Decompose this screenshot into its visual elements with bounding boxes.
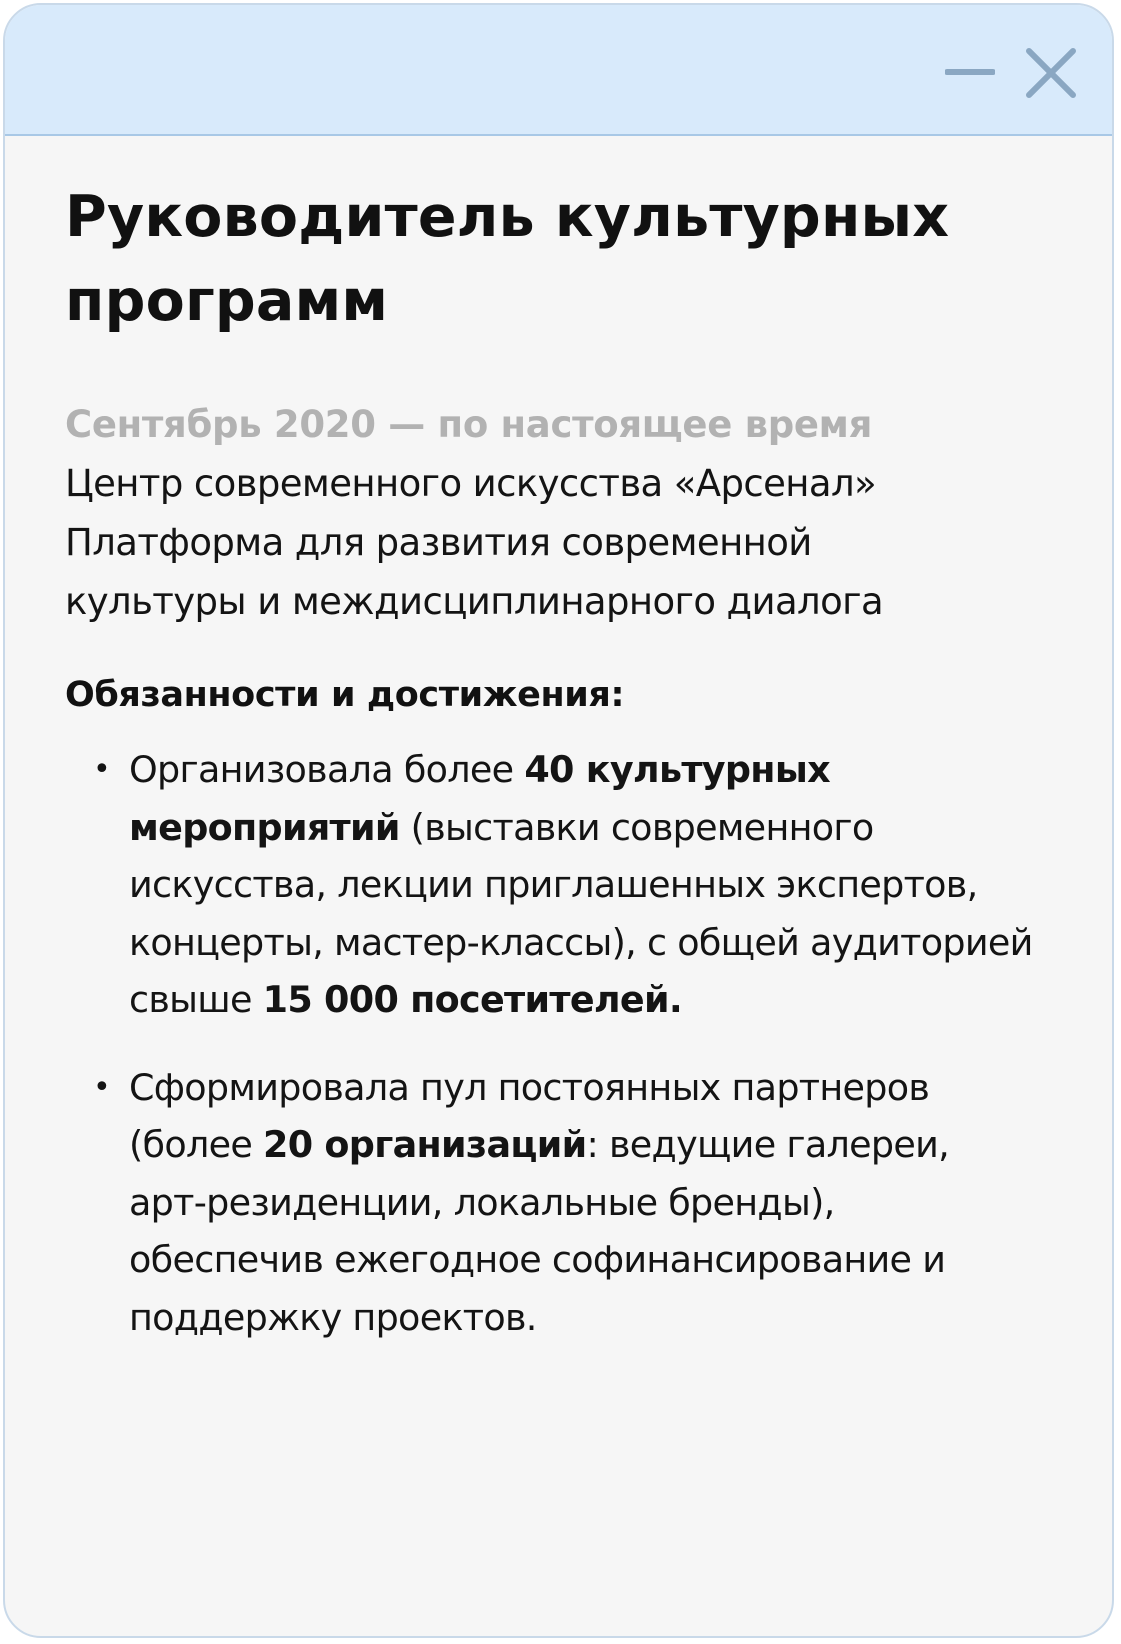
dialog-window <box>3 3 1114 1638</box>
minimize-icon <box>945 57 995 87</box>
bullet-icon: • <box>93 752 110 787</box>
close-button[interactable] <box>1023 45 1079 101</box>
bullet-highlight: 20 организаций <box>263 1123 587 1166</box>
job-period: Сентябрь 2020 — по настоящее время <box>65 403 873 446</box>
company-description: Платформа для развития современной культуры и междисциплинарного диалога <box>65 521 884 623</box>
bullet-text: (выставки современного искусства, лекции приглашенных экспертов, концерты, мастер-классы), с общей аудиторией свыше <box>129 805 1033 1021</box>
responsibilities-list <box>65 741 1095 1346</box>
bullet-text: Организовала более <box>129 748 525 791</box>
close-icon <box>1023 45 1079 101</box>
window-titlebar <box>5 5 1112 136</box>
job-entry <box>65 175 1095 1376</box>
list-item <box>65 741 1059 1029</box>
job-title <box>65 175 1095 343</box>
bullet-text: : ведущие галереи, арт-резиденции, локальные бренды), обеспечив ежегодное софинансирование и поддержку проектов. <box>129 1123 950 1339</box>
list-item <box>65 1059 1029 1347</box>
bullet-text: Сформировала пул постоянных партнеров (более <box>129 1065 930 1166</box>
bullet-icon: • <box>93 1069 110 1105</box>
job-title-line2: программ <box>65 268 389 334</box>
bullet-highlight: 40 культурных мероприятий <box>129 748 830 849</box>
responsibilities-heading: Обязанности и достижения: <box>65 675 625 715</box>
company-name: Центр современного искусства «Арсенал» <box>65 462 877 505</box>
minimize-button[interactable] <box>945 57 995 87</box>
job-title-line1: Руководитель культурных <box>65 184 950 250</box>
bullet-highlight: 15 000 посетителей. <box>262 978 683 1021</box>
